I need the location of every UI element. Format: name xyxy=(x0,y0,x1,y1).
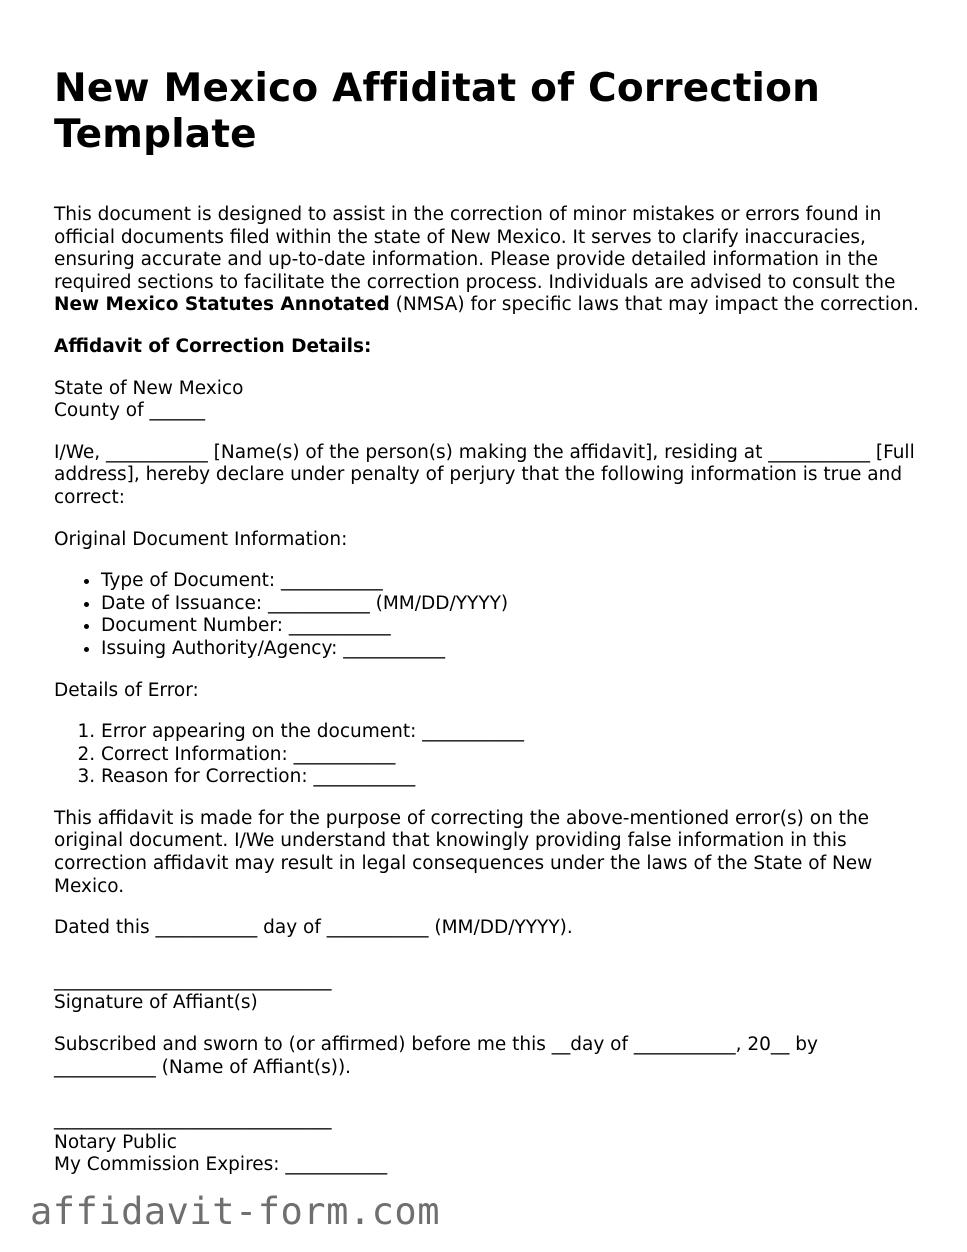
notary-label: Notary Public xyxy=(54,1131,177,1153)
affiant-signature-block xyxy=(54,970,922,1015)
list-item: • Document Number: ___________ xyxy=(101,615,922,638)
list-item: 2. Correct Information: ___________ xyxy=(101,744,922,767)
list-item: 3. Reason for Correction: ___________ xyxy=(101,766,922,789)
error-details-heading: Details of Error: xyxy=(54,679,199,701)
notary-signature-line: ______________________________ xyxy=(54,1109,332,1131)
nmsa-reference: New Mexico Statutes Annotated xyxy=(54,294,390,316)
site-watermark: affidavit-form.com xyxy=(30,1190,440,1233)
affiant-signature-label: Signature of Affiant(s) xyxy=(54,992,258,1014)
intro-paragraph xyxy=(54,204,922,317)
list-item: • Type of Document: ___________ xyxy=(101,570,922,593)
intro-text-start: This document is designed to assist in the correction of minor mistakes or errors found in official documents filed within the state of New Mexico. It serves to clarify inaccuracies, ensuring accurate and up-to-date information. Please provide detailed information in the required sections to facilitate the correction process. Individuals are advised to consult the xyxy=(54,204,896,293)
declaration-paragraph: I/We, ___________ [Name(s) of the person(s) making the affidavit], residing at ___________ [Full address], hereby declare under penalty of perjury that the following information is true and correct: xyxy=(54,441,915,508)
affiant-signature-line: ______________________________ xyxy=(54,969,332,991)
venue-state: State of New Mexico xyxy=(54,377,244,399)
original-doc-list xyxy=(54,570,922,660)
intro-text-end: (NMSA) for specific laws that may impact the correction. xyxy=(389,294,919,316)
sworn-paragraph: Subscribed and sworn to (or affirmed) before me this __day of ___________, 20__ by ___________ (Name of Affiant(s)). xyxy=(54,1034,818,1078)
notary-block xyxy=(54,1109,922,1177)
original-doc-heading: Original Document Information: xyxy=(54,528,348,550)
list-item: • Issuing Authority/Agency: ___________ xyxy=(101,638,922,661)
list-item: 1. Error appearing on the document: ___________ xyxy=(101,721,922,744)
dated-line: Dated this ___________ day of ___________ (MM/DD/YYYY). xyxy=(54,917,573,939)
details-heading: Affidavit of Correction Details: xyxy=(54,335,372,357)
purpose-paragraph: This affidavit is made for the purpose of correcting the above-mentioned error(s) on the original document. I/We understand that knowingly providing false information in this correction affidavit may result in legal consequences under the laws of the State of New Mexico. xyxy=(54,807,873,897)
commission-expires: My Commission Expires: ___________ xyxy=(54,1154,388,1176)
venue-block xyxy=(54,378,922,423)
venue-county: County of ______ xyxy=(54,400,205,422)
document-page xyxy=(54,66,922,1177)
page-title: New Mexico Affiditat of Correction Template xyxy=(54,66,821,157)
error-details-list xyxy=(54,721,922,789)
list-item: • Date of Issuance: ___________ (MM/DD/YYYY) xyxy=(101,593,922,616)
